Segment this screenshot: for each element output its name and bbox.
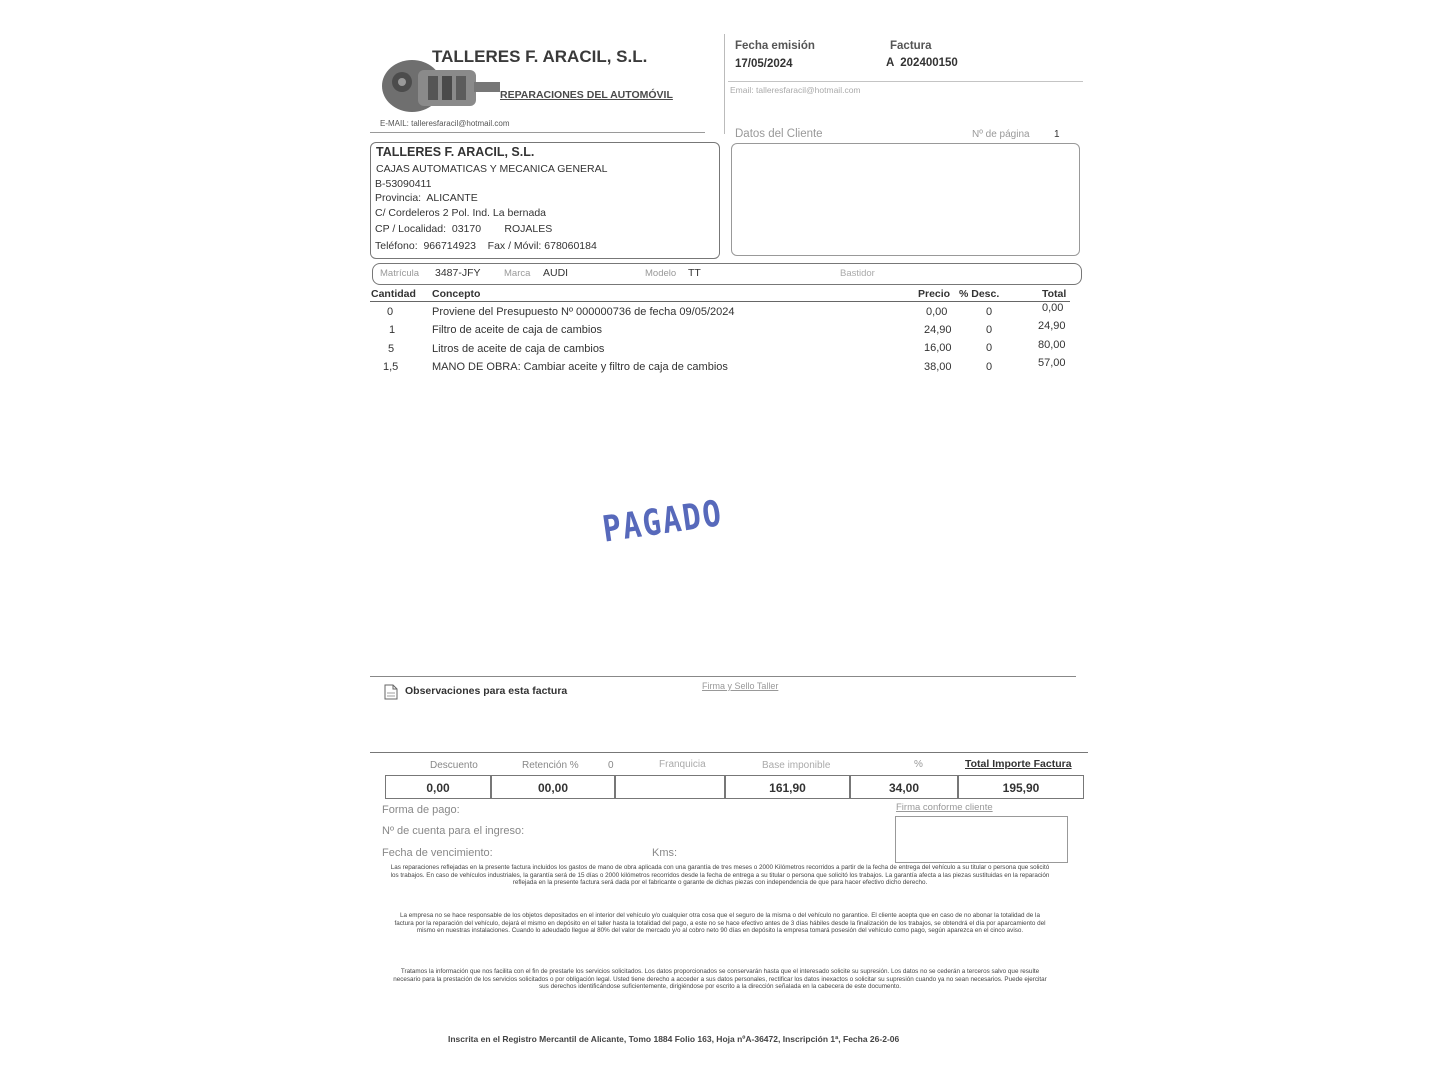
row-qty: 5 bbox=[388, 343, 395, 355]
discount-value: 0,00 bbox=[385, 775, 491, 799]
issuer-phones: Teléfono: 966714923 Fax / Móvil: 678060184 bbox=[375, 240, 597, 252]
row-discount: 0 bbox=[986, 306, 993, 318]
company-tagline: REPARACIONES DEL AUTOMÓVIL bbox=[500, 89, 673, 101]
frame-label: Bastidor bbox=[840, 268, 875, 279]
observations-label: Observaciones para esta factura bbox=[405, 685, 568, 697]
invoice-date: 17/05/2024 bbox=[735, 58, 793, 70]
client-signature-box bbox=[895, 816, 1068, 863]
document-icon bbox=[384, 684, 398, 700]
row-price: 24,90 bbox=[924, 324, 952, 336]
total-label: Total Importe Factura bbox=[965, 758, 1072, 770]
header-vertical-divider bbox=[724, 34, 725, 134]
payment-method-label: Forma de pago: bbox=[382, 804, 460, 816]
row-total: 80,00 bbox=[1038, 339, 1066, 351]
invoice-number-label: Factura bbox=[890, 40, 932, 52]
row-price: 0,00 bbox=[926, 306, 948, 318]
pct-value: 34,00 bbox=[850, 775, 958, 799]
row-concept: MANO DE OBRA: Cambiar aceite y filtro de caja de cambios bbox=[432, 361, 728, 373]
retention-value: 00,00 bbox=[491, 775, 615, 799]
issuer-cif: B-53090411 bbox=[375, 178, 432, 190]
row-total: 57,00 bbox=[1038, 357, 1066, 369]
paid-stamp: PAGADO bbox=[600, 493, 726, 551]
header-divider-left bbox=[370, 132, 705, 133]
kms-label: Kms: bbox=[652, 847, 678, 859]
model-label: Modelo bbox=[645, 268, 677, 279]
row-concept: Litros de aceite de caja de cambios bbox=[432, 343, 605, 355]
legal-liability-text: La empresa no se hace responsable de los objetos depositados en el interior del vehículo y/o cualquier otra cosa que el seguro de la misma o del vehículo no garantice. El cliente acepta que en caso de no abonar la totalidad de la factura por la reparación del vehículo, dejará el mismo en depósito en el taller hasta la totalidad del pago, a este no se hace efectivo antes de 3 días hábiles desde la finalización de los trabajos, se obtendrá el día por aparcamiento del mismo en nuestras instalaciones. Cuando lo adeudado llegue al 80% del valor de mercado y/o al cobro neto 90 días en depósito la empresa tomará posesión del vehículo como pago, según aparezca en el cinco aviso. bbox=[394, 912, 1046, 935]
row-qty: 1 bbox=[389, 324, 396, 336]
col-header-qty: Cantidad bbox=[371, 288, 416, 300]
plate-value: 3487-JFY bbox=[435, 267, 481, 279]
issuer-cp: CP / Localidad: 03170 ROJALES bbox=[375, 223, 553, 235]
col-header-concept: Concepto bbox=[432, 288, 481, 300]
page-number: 1 bbox=[1054, 129, 1060, 140]
total-value: 195,90 bbox=[958, 775, 1084, 799]
invoice-email: Email: talleresfaracil@hotmail.com bbox=[730, 85, 861, 95]
col-header-price: Precio bbox=[918, 288, 951, 300]
col-header-total: Total bbox=[1042, 288, 1067, 300]
model-value: TT bbox=[688, 267, 701, 279]
legal-privacy-text: Tratamos la información que nos facilita con el fin de prestarle los servicios solicitados. Los datos proporcionados se conservarán hasta que el interesado solicite su supresión. Los datos no se cederán a terceros salvo que resulte necesario para la prestación de los servicios solicitados o por obligación legal. Usted tiene derecho a acceder a sus datos personales, rectificar los datos inexactos o solicitar su supresión cuando ya no sean necesarios. Puede ejercitar sus derechos identificándose suficientemente, dirigiéndose por escrito a la dirección señalada en la cabecera de este documento. bbox=[393, 968, 1047, 991]
observations-rule bbox=[370, 676, 1076, 677]
discount-label: Descuento bbox=[430, 760, 478, 771]
franchise-label: Franquicia bbox=[659, 759, 706, 770]
retention-pct: 0 bbox=[608, 760, 614, 771]
issuer-activity: CAJAS AUTOMATICAS Y MECANICA GENERAL bbox=[376, 163, 608, 175]
row-discount: 0 bbox=[986, 361, 993, 373]
franchise-value bbox=[615, 775, 725, 799]
account-label: Nº de cuenta para el ingreso: bbox=[382, 825, 525, 837]
totals-rule bbox=[370, 752, 1088, 753]
row-discount: 0 bbox=[986, 342, 993, 354]
row-total: 0,00 bbox=[1042, 302, 1064, 314]
invoice-date-label: Fecha emisión bbox=[735, 40, 815, 52]
col-header-discount: % Desc. bbox=[959, 288, 1000, 300]
row-total: 24,90 bbox=[1038, 320, 1066, 332]
base-value: 161,90 bbox=[725, 775, 850, 799]
registry-text: Inscrita en el Registro Mercantil de Alicante, Tomo 1884 Folio 163, Hoja nºA-36472, Inscripción 1ª, Fecha 26-2-06 bbox=[448, 1034, 900, 1044]
brand-value: AUDI bbox=[543, 267, 569, 279]
row-price: 16,00 bbox=[924, 342, 952, 354]
row-qty: 0 bbox=[387, 306, 394, 318]
plate-label: Matrícula bbox=[380, 268, 420, 279]
legal-warranty-text: Las reparaciones reflejadas en la presente factura incluidos los gastos de mano de obra aplicada con una garantía de tres meses o 2000 Kilómetros recorridos a partir de la fecha de entrega del vehículo a su titular o persona que solicitó los trabajos. En caso de vehículos industriales, la garantía será de 15 días o 2000 kilómetros recorridos desde la fecha de entrega a su titular o persona que solicitó los trabajos. La garantía afecta a las piezas sustituidas en la reparación reflejada en la presente factura será dada por el fabricante o garante de dichas piezas con independencia de que para hacer efectivo dicho derecho. bbox=[390, 864, 1050, 887]
invoice-number: A 202400150 bbox=[886, 57, 958, 69]
row-concept: Proviene del Presupuesto Nº 000000736 de fecha 09/05/2024 bbox=[432, 306, 735, 318]
client-label: Datos del Cliente bbox=[735, 128, 823, 140]
company-name: TALLERES F. ARACIL, S.L. bbox=[432, 47, 648, 66]
client-box bbox=[731, 143, 1080, 256]
page-number-label: Nº de página bbox=[972, 129, 1030, 140]
company-email: E-MAIL: talleresfaracil@hotmail.com bbox=[380, 119, 510, 128]
row-concept: Filtro de aceite de caja de cambios bbox=[432, 324, 602, 336]
due-date-label: Fecha de vencimiento: bbox=[382, 847, 493, 859]
issuer-name: TALLERES F. ARACIL, S.L. bbox=[376, 145, 535, 159]
row-discount: 0 bbox=[986, 324, 993, 336]
table-header-rule bbox=[370, 301, 1070, 302]
pct-label: % bbox=[914, 759, 923, 770]
client-signature-label: Firma conforme cliente bbox=[896, 802, 993, 813]
row-price: 38,00 bbox=[924, 361, 952, 373]
row-qty: 1,5 bbox=[383, 361, 399, 373]
brand-label: Marca bbox=[504, 268, 531, 279]
base-label: Base imponible bbox=[762, 760, 831, 771]
retention-label: Retención % bbox=[522, 760, 579, 771]
signature-label: Firma y Sello Taller bbox=[702, 681, 779, 691]
issuer-province: Provincia: ALICANTE bbox=[375, 192, 478, 204]
header-divider-right bbox=[728, 81, 1083, 82]
issuer-address: C/ Cordeleros 2 Pol. Ind. La bernada bbox=[375, 207, 547, 219]
